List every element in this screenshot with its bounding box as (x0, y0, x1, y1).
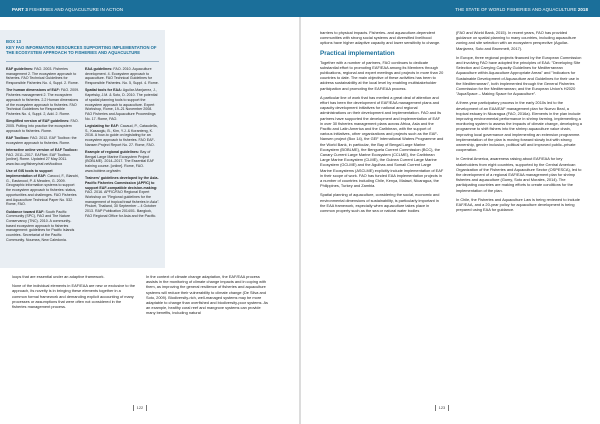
page-number-right (432, 405, 452, 411)
reference-label: Simplified version of EAF guidelines: (6, 119, 70, 124)
paragraph: loops that are essential under an adaptive framework. (12, 274, 105, 279)
header-part: PART 3 (12, 7, 28, 12)
paragraph: A three-year participatory process in the early 2010s led to the development of an EAA/EAF management plan for Nuevo Beal, a tropical estuary in Nicaragua (FAO, 2016a). Elements in the plan include improving environmental performance in shrimp farming, implementing a monitoring system to assess the impacts of climate change, developing a programme to shift fishers into the shrimp aquaculture value chain, improving local governance and implementing an extension programme. Implementation of the plan is moving forward slowly but with strong ownership, gender inclusion, political will and improved public–private cooperation. (456, 100, 582, 153)
reference-label: Spatial tools for EAA: (85, 88, 122, 93)
reference-text: FAO. 2003. Fisheries management 2. The ecosystem approach to fisheries. FAO Technical Guidelines for Responsible Fisheries No. 4, Suppl. 2. Rome. (6, 67, 79, 86)
running-header-left (0, 0, 300, 17)
reference-text: FAO. 2010. Aquaculture development. 4. Ecosystem approach to aquaculture. FAO Technical Guidelines for Responsible Fisheries. No. 5, Suppl. 4. Rome. (85, 67, 159, 86)
reference-text: FAO. 2011–2017. EAFNet. EAF Toolbox. [online]. Rome. Updated 27 May 2011. www.fao.org/fishery/eaf-net/toolbox (6, 152, 71, 167)
section-heading: Practical implementation (320, 49, 395, 57)
reference-label: Legislating for EAF: (85, 123, 120, 128)
reference-label: Guidance toward EAF: (6, 209, 45, 214)
reference-label: EAA guidelines: (85, 67, 113, 71)
page-number-right-text: 123 (438, 405, 446, 411)
paragraph: In Europe, three regional projects financed by the European Commission and involving FAO have adopted the principles of EAA: "Developing Site Selection and Carrying Capacity Guidelines for Mediterranean Aquaculture within Aquaculture Appropriate Areas" and "Indicators for Sustainable Development of Aquaculture and Guidelines for their use in the Mediterranean", both implemented through the General Fisheries Commission for the Mediterranean; and the European Union's H2020 "AquaSpace – Making Space for Aquaculture". (456, 54, 582, 97)
reference-entry (85, 124, 160, 148)
reference-entry (85, 150, 160, 174)
reference-text: South Pacific Community (SPC), FAO and The Nature Conservancy (TNC). 2010. A community-based ecosystem approach to fisheries management: guidelines for Pacific Islands countries. Secretariat of the Pacific Community. Noumea, New Caledonia. (6, 209, 75, 242)
paragraph: In Chile, the Fisheries and Aquaculture Law is being reviewed to include EAF/EAA, and a 20-year policy for aquaculture development is being prepared using EAA for guidance. (456, 196, 580, 213)
reference-label: Trainers' guidelines developed by the Asia-Pacific Fisheries Commission (APFIC) to support EAF-compatible decision-making: (85, 176, 159, 190)
paragraph: Together with a number of partners, FAO continues to dedicate substantial effort to promoting EAF/EAA among its Members through publications, regional and expert meetings and projects in more than 20 countries to date. The main objective of these activities has been to address sustainability at the local level by enabling multistakeholder participation and promoting the EAF/EAA process. (320, 59, 444, 91)
reference-entry (6, 136, 80, 145)
box-references-right (85, 67, 160, 221)
reference-entry (6, 119, 80, 133)
reference-label: EAF guidelines: (6, 67, 34, 71)
reference-label: Interactive online version of EAF Toolbox: (6, 147, 78, 152)
right-page (300, 0, 600, 424)
reference-text: FAO. 2016. APFIC/FAO Regional Expert Workshop on "Regional guidelines for the management of tropical trawl fisheries in Asia". Phuket, Thailand, 30 September – 4 October 2013. RAP Publication 2014/01. Bangkok, FAO Regional Office for Asia and the Pacific. (85, 190, 160, 218)
body-column-2 (146, 274, 270, 320)
body-column-4 (456, 30, 582, 217)
box-references-left (6, 67, 80, 245)
box-title: KEY FAO INFORMATION RESOURCES SUPPORTING IMPLEMENTATION OF THE ECOSYSTEM APPROACH TO FISHERIES AND AQUACULTURE (6, 45, 157, 56)
reference-entry (6, 67, 80, 86)
paragraph: barriers to physical impacts. Fisheries- and aquaculture-dependent communities with strong social systems and diversified livelihood options have higher adaptive capacity and lower sensitivity to change. (320, 30, 441, 46)
reference-entry (6, 210, 80, 243)
box-divider (6, 61, 159, 62)
body-column-3 (320, 30, 444, 217)
reference-text: FAO. 2005. Putting into practice the ecosystem approach to fisheries. Rome. (6, 119, 79, 133)
running-header-right (300, 0, 600, 17)
reference-entry (6, 169, 80, 207)
reference-text: Carocci, F., Bianchi, G., Eastwood, P. & Meaden, G. 2009. Geographic information systems to support the ecosystem approach to fisheries: status, opportunities and challenges. FAO Fisheries and Aquaculture Technical Paper No. 532. Rome, FAO. (6, 174, 80, 207)
header-title-left: FISHERIES AND AQUACULTURE IN ACTION (29, 7, 124, 12)
box-number: BOX 13 (6, 39, 21, 44)
reference-label: EAF Toolbox: (6, 135, 30, 140)
header-title-right: THE STATE OF WORLD FISHERIES AND AQUACULTURE (455, 7, 577, 12)
paragraph: Spatial planning of aquaculture, considering the social, economic and environmental dimensions of sustainability, is particularly important in the EAA framework, especially when aquaculture takes place in common property such as the sea or natural water bodies (320, 192, 440, 214)
paragraph: (FAO and World Bank, 2015). In recent years, FAO has provided guidance on spatial planning to many countries, including aquaculture zoning and site selection with an ecosystem perspective (Aguilar-Manjarrez, Soto and Brummett, 2017). (456, 30, 577, 51)
reference-text: Aguilar-Manjarrez, J., Kapetsky, J.M. & Soto, D. 2010. The potential of spatial planning tools to support the ecosystem approach to aquaculture. Expert Workshop, Rome, 19–21 November 2008. FAO Fisheries and Aquaculture Proceedings No. 17. Rome, FAO. (85, 88, 158, 121)
body-column-1 (12, 274, 136, 313)
reference-entry (85, 67, 160, 86)
page-number-left (130, 405, 150, 411)
reference-label: Use of GIS tools to support implementation of EAF: (6, 169, 53, 179)
paragraph: In Central America, awareness raising about EAF/EAA for key stakeholders from eight countries, supported by the Central American Organization of the Fisheries and Aquaculture Sector (OSPESCA), led to the development of a regional EAF/EAA management plan for shrimp fisheries and aquaculture (Gumy, Soto and Morales, 2014). The participating countries are making efforts to create conditions for the implementation of the plan. (456, 156, 582, 193)
reference-label: The human dimensions of EAF: (6, 88, 60, 93)
reference-text: Bay of Bengal Large Marine Ecosystem Project (BOBLME). 2014–2017. The Essential EAF training course. [online]. Rome, FAO. www.boblme.org/eafm (85, 150, 155, 173)
paragraph: In the context of climate change adaptation, the EAF/EAA process assists in the monitoring of climate change impacts and in coping with them, as improving the general resilience of fisheries and aquaculture systems will reduce their vulnerability to climate change (De Silva and Soto, 2009). Biodiversity-rich, well-managed systems may be more adaptable to change than overfished and biodiversity-poor systems. As an example, healthy coral reef and mangrove systems can provide many benefits, including natural (146, 274, 268, 316)
reference-entry (6, 148, 80, 167)
reference-text: FAO. 2009. Fisheries management 2. The ecosystem approach to fisheries. 2.2 Human dimensions of the ecosystem approach to fisheries. FAO Technical Guidelines for Responsible Fisheries No. 4, Suppl. 2, Add. 2. Rome. (6, 88, 80, 116)
reference-entry (85, 88, 160, 121)
reference-text: FAO. 2012. EAF Toolbox: the ecosystem approach to fisheries. Rome. (6, 135, 77, 145)
reference-entry (6, 88, 80, 116)
reference-entry (85, 176, 160, 218)
paragraph: A particular line of work that has merited a great deal of attention and effort has been the development of EAF/EAA management plans and capacity development initiatives for national and regional administrations on their development and implementation. FAO and its partners have supported the development and implementation of EAF in over 30 fisheries management plans across Africa, Asia and the Pacific and Latin America and the Caribbean, with the support of various initiatives, other organizations and projects such as the EAF-Nansen project (Box 14), the GEF International Waters Programme and the World Bank, in particular, the Bay of Bengal Large Marine Ecosystem (BOBLME), the Benguela Current Commission (BCC), the Canary Current Large Marine Ecosystem (CCLME), the Caribbean Large Marine Ecosystem (CLME), the Guinea Current Large Marine Ecosystem (GCLME) and the Agulhas and Somali Current Large Marine Ecosystems (ASCLME) explicitly include implementation of EAF in their scope of work. FAO has funded EAA implementation projects in a number of countries including Chile, Kenya, Malawi, Nicaragua, the Philippines, Turkey and Zambia. (320, 94, 444, 189)
page-number-left-text: 122 (136, 405, 144, 411)
reference-text: Cacaud, P., Cataudella, S., Kasaoglu, B., Kim, Y.J. & Koranteng, K. 2016. A how-to guide on legislating for an ecosystem approach to fisheries. FAO EAF-Nansen Project Report No. 27. Rome, FAO. (85, 123, 158, 147)
paragraph: None of the individual elements in EAF/EAA are new or exclusive to the approach, its novelty is in bringing these elements together in a common formal framework and demanding explicit accounting of many processes or assumptions that were often not considered in the fisheries management process. (12, 283, 136, 310)
reference-label: Example of regional guidelines: (85, 150, 140, 155)
header-year: 2018 (577, 7, 588, 12)
info-box (0, 30, 165, 268)
